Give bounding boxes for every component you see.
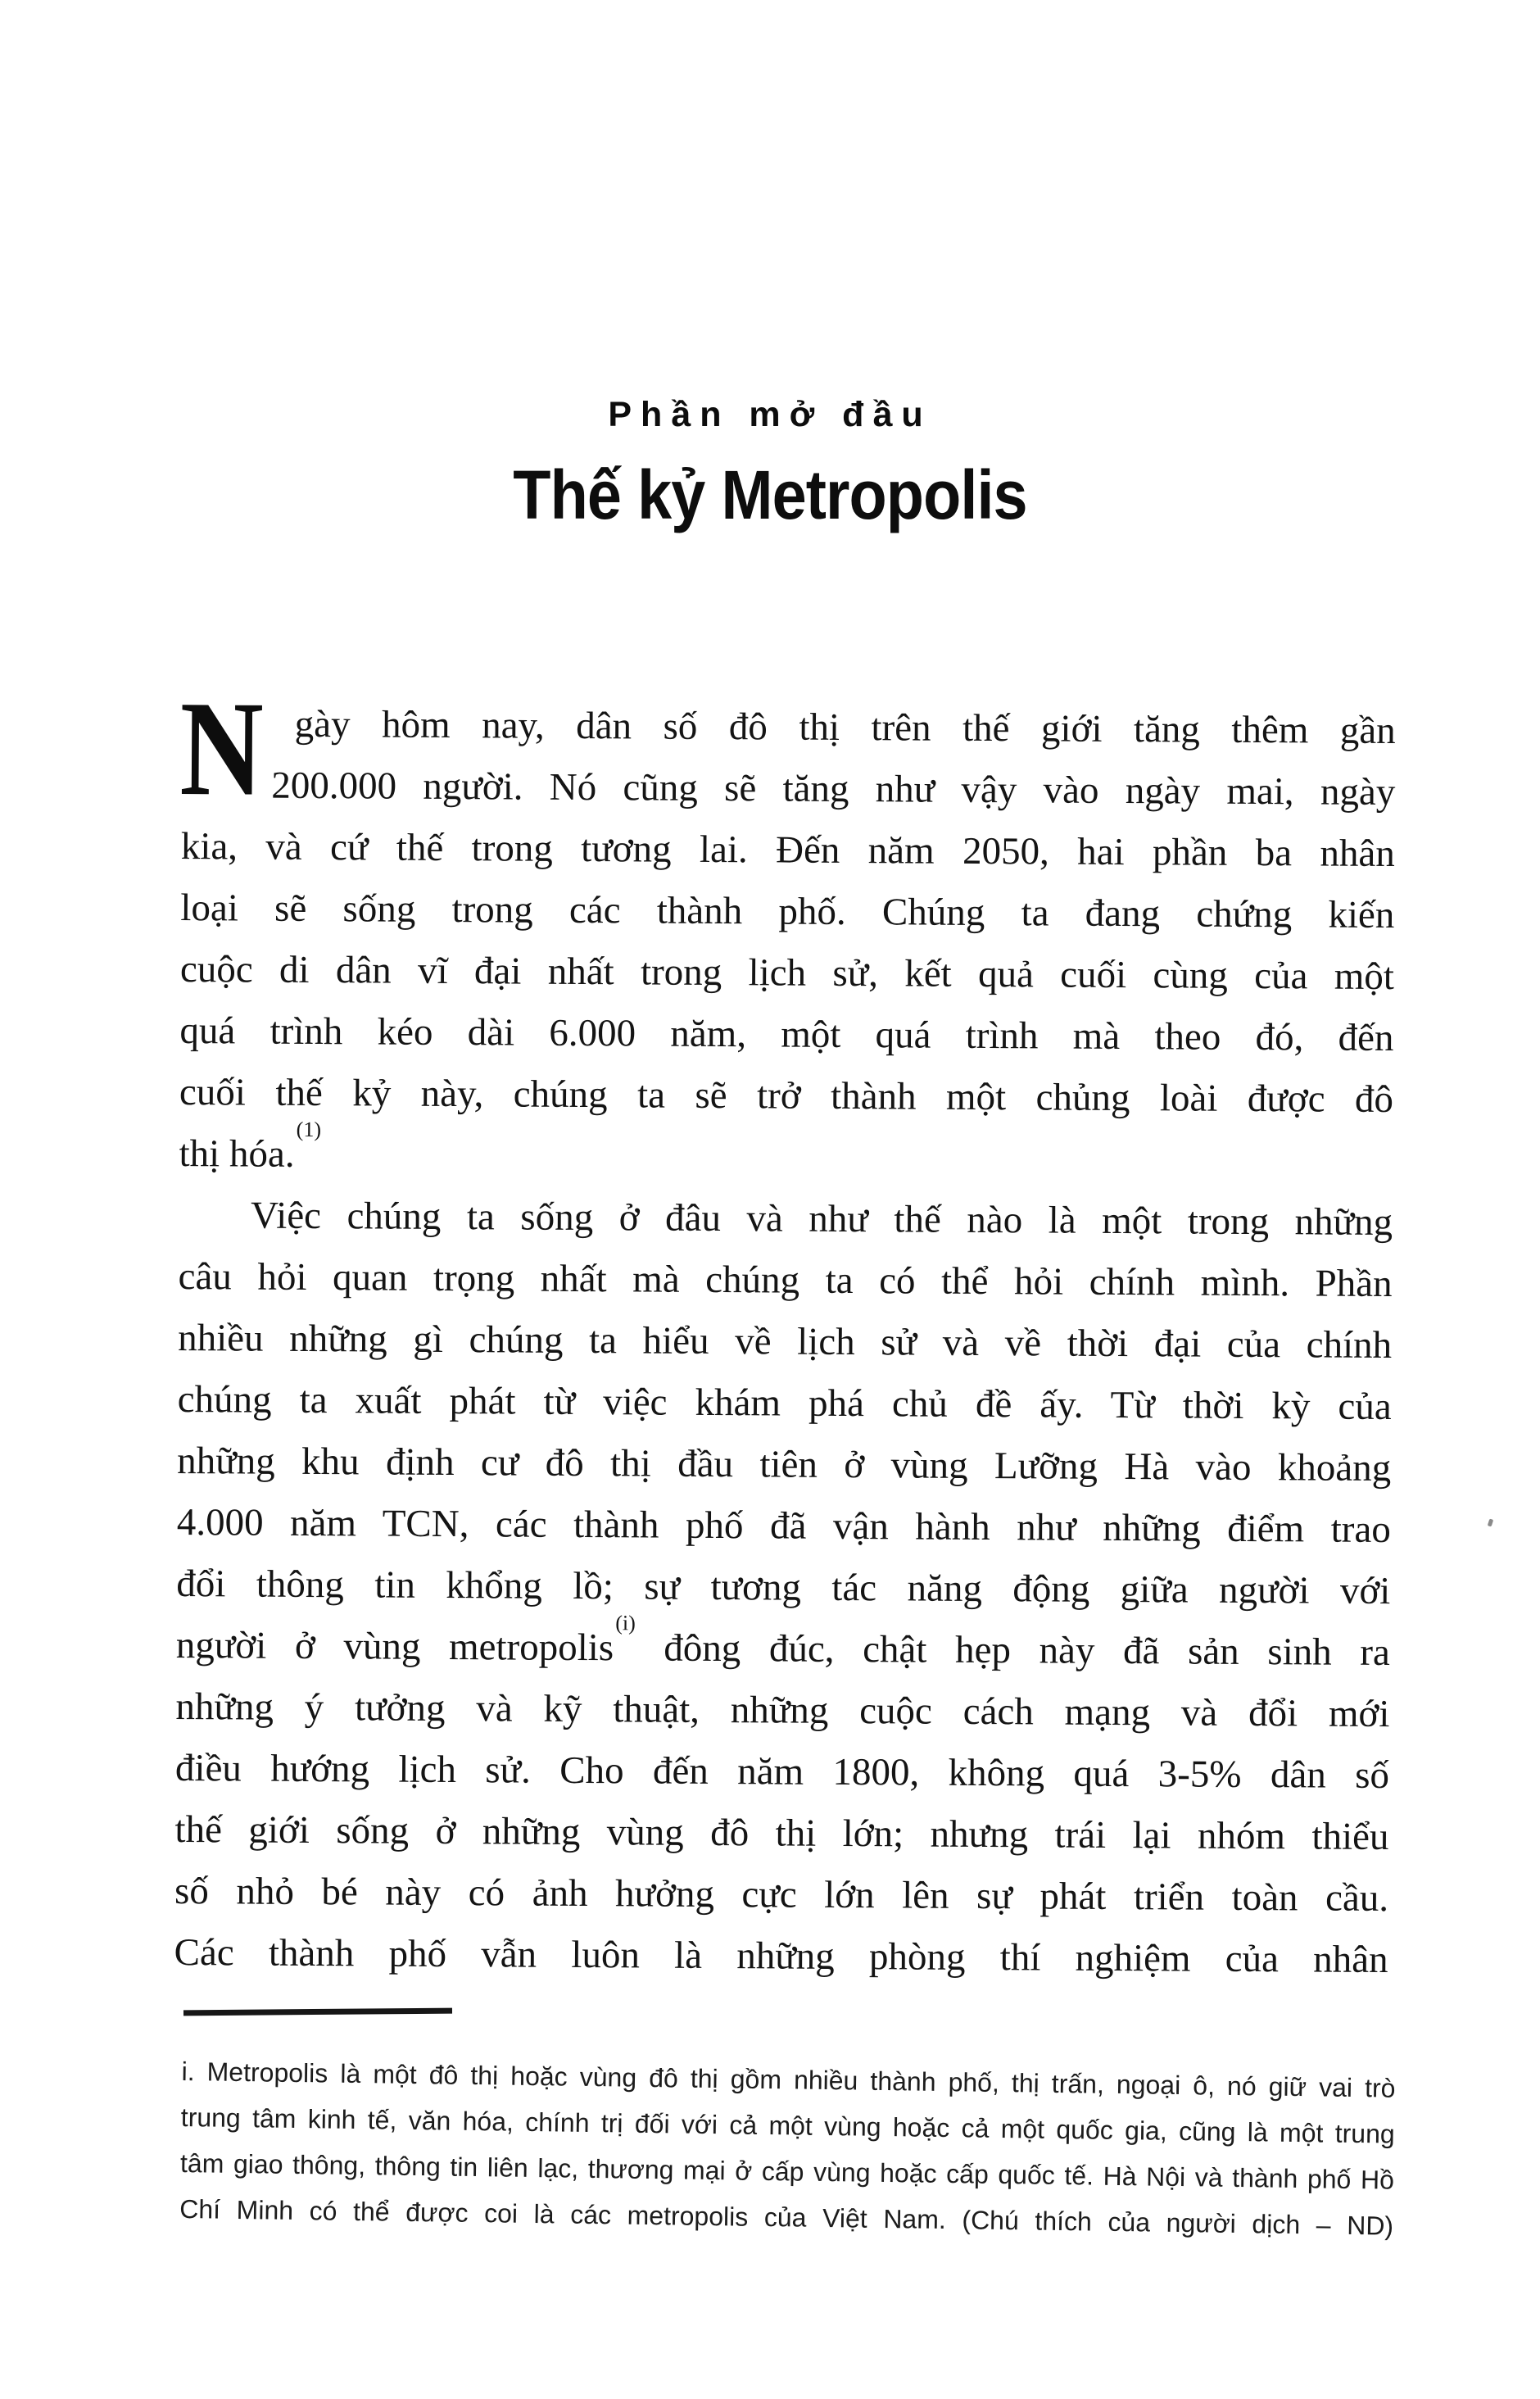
body-text-line: chúng ta xuất phát từ việc khám phá chủ đề ấy. Từ thời kỳ của bbox=[177, 1377, 1392, 1429]
body-text-line: quá trình kéo dài 6.000 năm, một quá trình mà theo đó, đến bbox=[179, 1009, 1394, 1060]
body-text-line: thế giới sống ở những vùng đô thị lớn; nhưng trái lại nhóm thiểu bbox=[174, 1807, 1389, 1859]
body-text-line: Việc chúng ta sống ở đâu và như thế nào là một trong những bbox=[250, 1194, 1393, 1245]
footnote-separator bbox=[183, 2008, 452, 2016]
body-text-line: Các thành phố vẫn luôn là những phòng thí nghiệm của nhân bbox=[174, 1930, 1388, 1982]
body-text-line: đổi thông tin khổng lồ; sự tương tác năng động giữa người với bbox=[176, 1562, 1391, 1613]
chapter-title: Thế kỷ Metropolis bbox=[513, 456, 1027, 533]
body-text-line bbox=[175, 1611, 1391, 1684]
body-text-fragment: đông đúc, chật hẹp này đã sản sinh ra bbox=[635, 1626, 1391, 1675]
body-text-line: câu hỏi quan trọng nhất mà chúng ta có thể hỏi chính mình. Phần bbox=[178, 1254, 1393, 1306]
body-text-fragment: người ở vùng metropolis bbox=[175, 1623, 614, 1670]
body-text-line: 4.000 năm TCN, các thành phố đã vận hành như những điểm trao bbox=[176, 1500, 1391, 1552]
body-text bbox=[174, 672, 1396, 1991]
body-text-line: kia, và cứ thế trong tương lai. Đến năm 2050, hai phần ba nhân bbox=[180, 824, 1395, 876]
footnote-ref-i: (i) bbox=[615, 1611, 636, 1635]
footnote-line: trung tâm kinh tế, văn hóa, chính trị đối với cả một vùng hoặc cả một quốc gia, cũng là một trung bbox=[180, 2102, 1395, 2149]
body-text-line: những ý tưởng và kỹ thuật, những cuộc cách mạng và đổi mới bbox=[175, 1685, 1390, 1736]
footnote-line: Chí Minh có thể được coi là các metropolis của Việt Nam. (Chú thích của người dịch – ND) bbox=[179, 2193, 1394, 2241]
footnote-ref-1: (1) bbox=[296, 1118, 322, 1142]
footnote-line: tâm giao thông, thông tin liên lạc, thương mại ở cấp vùng hoặc cấp quốc tế. Hà Nội và thành phố Hồ bbox=[179, 2147, 1395, 2195]
body-text-line: nhiều những gì chúng ta hiểu về lịch sử và về thời đại của chính bbox=[178, 1316, 1393, 1367]
section-kicker: Phần mở đầu bbox=[608, 395, 932, 434]
body-text-line: cuộc di dân vĩ đại nhất trong lịch sử, kết quả cuối cùng của một bbox=[179, 947, 1395, 999]
body-text-line: cuối thế kỷ này, chúng ta sẽ trở thành một chủng loài được đô bbox=[179, 1070, 1394, 1122]
footnote-line: i. Metropolis là một đô thị hoặc vùng đô thị gồm nhiều thành phố, thị trấn, ngoại ô, nó giữ vai trò bbox=[181, 2056, 1396, 2103]
body-text-line: 200.000 người. Nó cũng sẽ tăng như vậy vào ngày mai, ngày bbox=[271, 764, 1396, 814]
drop-cap: N bbox=[179, 672, 265, 824]
body-text-line: số nhỏ bé này có ảnh hưởng cực lớn lên sự phát triển toàn cầu. bbox=[174, 1869, 1389, 1921]
body-text-line: loại sẽ sống trong các thành phố. Chúng ta đang chứng kiến bbox=[180, 886, 1395, 937]
body-text-line: điều hướng lịch sử. Cho đến năm 1800, không quá 3-5% dân số bbox=[174, 1746, 1390, 1798]
body-text-line: những khu định cư đô thị đầu tiên ở vùng Lưỡng Hà vào khoảng bbox=[177, 1439, 1392, 1490]
body-text-fragment: thị hóa. bbox=[179, 1131, 295, 1176]
footnote-text bbox=[179, 2048, 1396, 2249]
body-text-line bbox=[179, 1118, 1393, 1192]
body-text-line: gày hôm nay, dân số đô thị trên thế giới tăng thêm gần bbox=[294, 702, 1396, 753]
scan-artifact bbox=[1488, 1518, 1494, 1526]
